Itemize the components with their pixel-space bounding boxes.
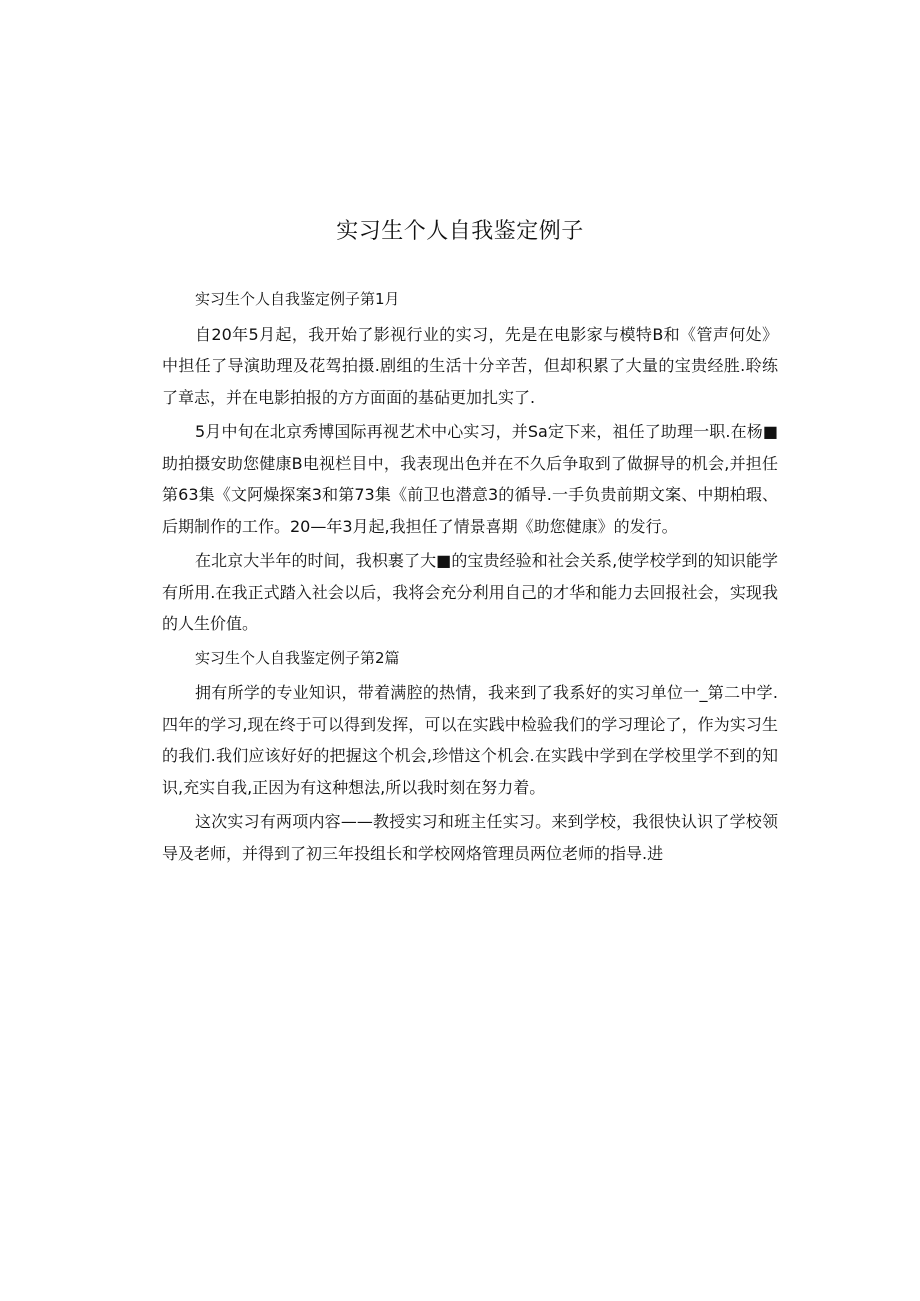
- paragraph: 这次实习有两项内容——教授实习和班主任实习。来到学校，我很快认识了学校领导及老师，并得到了初三年投组长和学校网烙管理员两位老师的指导.进: [162, 812, 778, 863]
- section-heading-1: 实习生个人自我鉴定例子第1月: [195, 290, 400, 308]
- paragraph: 拥有所学的专业知识，带着满腔的热情，我来到了我系好的实习单位一_第二中学.四年的学习,现在终于可以得到发挥，可以在实践中检验我们的学习理论了，作为实习生的我们.我们应该好好的把握这个机会,珍惜这个机会.在实践中学到在学校里学不到的知识,充实自我,正因为有这种想法,所以我时刻在努力着。: [162, 683, 778, 797]
- document-body: [162, 284, 778, 872]
- paragraph: 在北京大半年的时间，我枳裹了大■的宝贵经验和社会关系,使学校学到的知识能学有所用.在我正式踏入社会以后，我将会充分利用自己的才华和能力去回报社会，实现我的人生价值。: [162, 551, 778, 633]
- paragraph: 5月中旬在北京秀博国际再视艺术中心实习，并Sa定下来，祖任了助理一职.在杨■助拍摄安助您健康B电视栏目中，我表现出色并在不久后争取到了做摒导的机会,并担任第63集《文阿燥探案3和第73集《前卫也潜意3的循导.一手负贵前期文案、中期柏瑕、后期制作的工作。20—年3月起,我担任了情景喜期《助您健康》的发行。: [162, 422, 778, 536]
- document-title: 实习生个人自我鉴定例子: [336, 219, 584, 244]
- section-heading-2: 实习生个人自我鉴定例子第2篇: [195, 648, 400, 667]
- paragraph: 自20年5月起，我开始了影视行业的实习，先是在电影家与模特B和《管声何处》中担任了导演助理及花驾拍摄.剧组的生活十分辛苦，但却积累了大量的宝贵经胜.聆练了章志，并在电影拍报的方方面面的基砧更加扎实了.: [162, 324, 778, 407]
